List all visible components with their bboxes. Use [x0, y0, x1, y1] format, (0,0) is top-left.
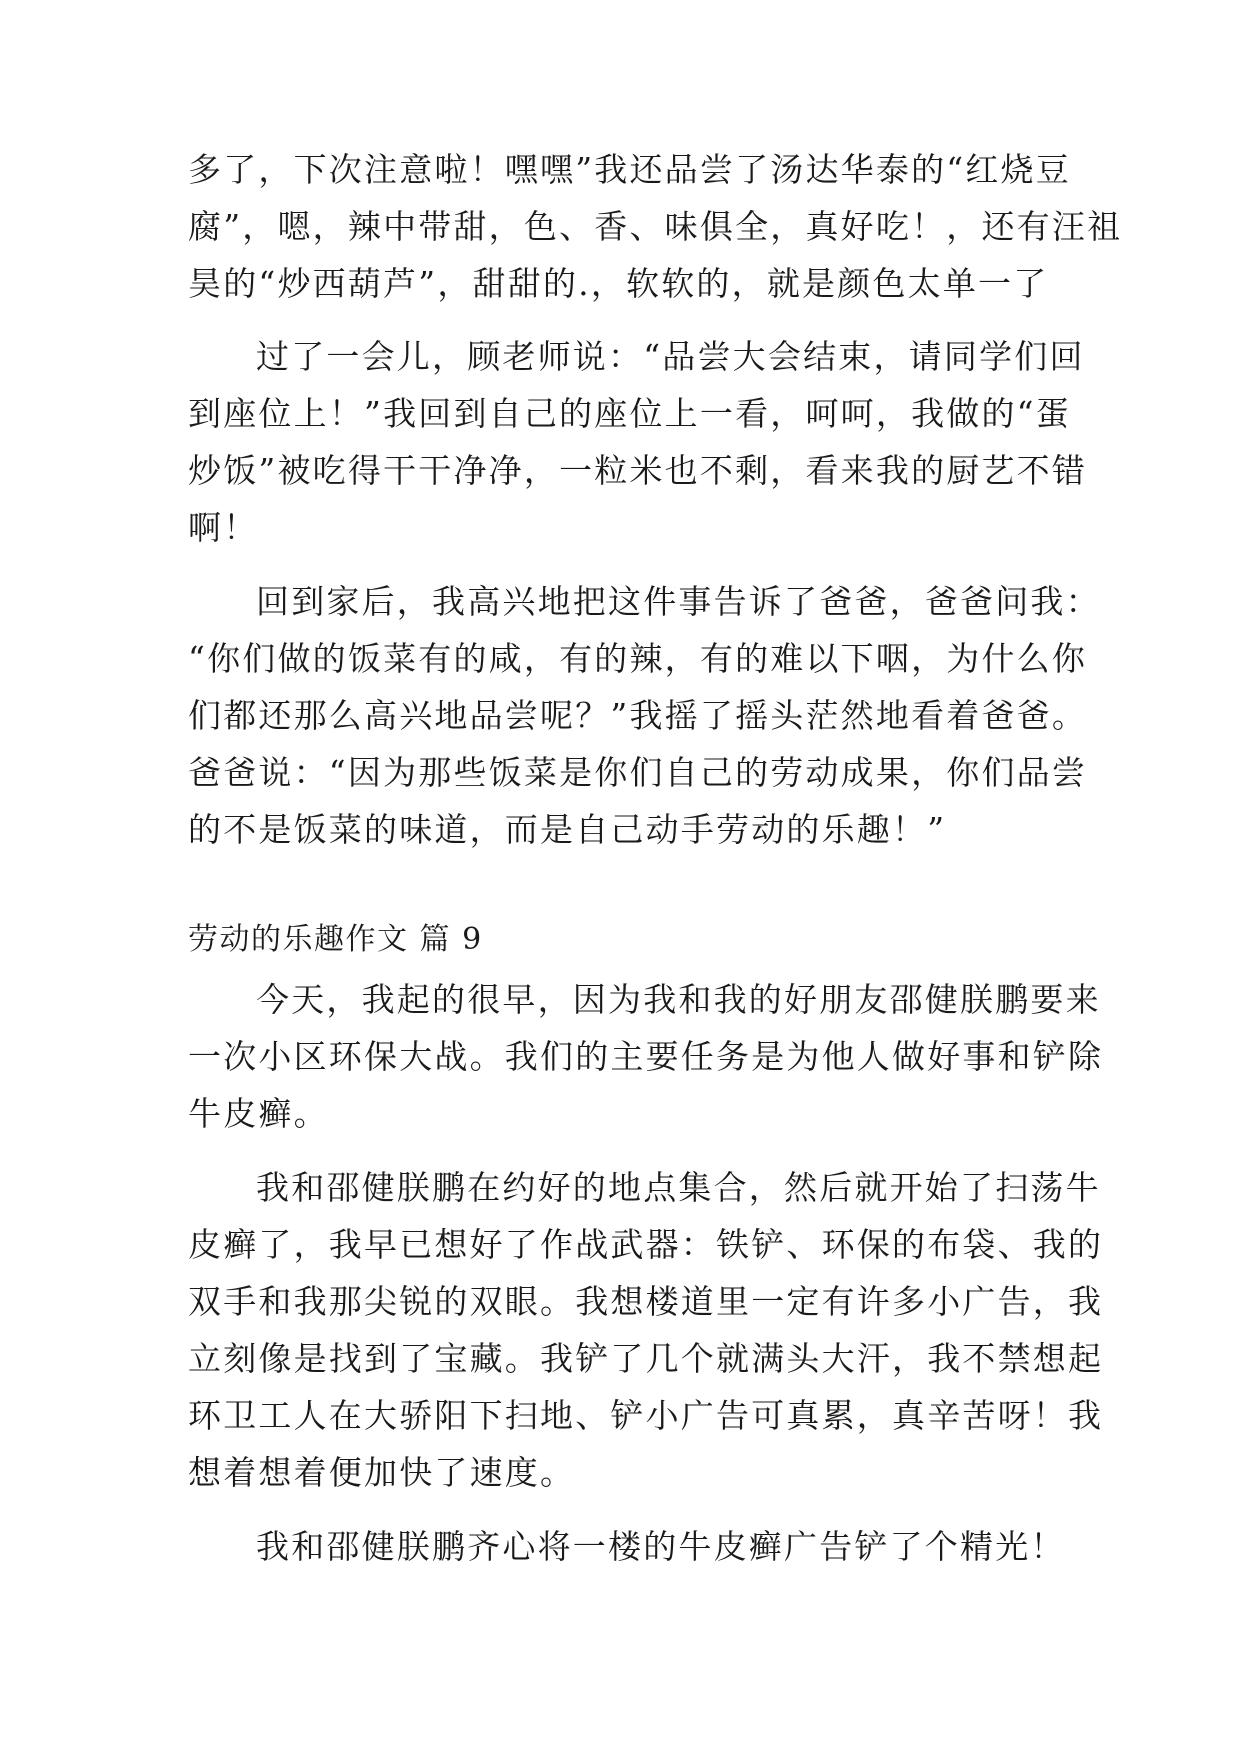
paragraph-line: 立刻像是找到了宝藏。我铲了几个就满头大汗，我不禁想起	[188, 1339, 1104, 1378]
paragraph-line: 过了一会儿，顾老师说：“品尝大会结束，请同学们回	[256, 337, 1085, 376]
paragraph-line: 皮癣了，我早已想好了作战武器：铁铲、环保的布袋、我的	[188, 1225, 1104, 1264]
paragraph-line: 多了，下次注意啦！嘿嘿”我还品尝了汤达华泰的“红烧豆	[188, 150, 1071, 189]
paragraph-line: 的不是饭菜的味道，而是自己动手劳动的乐趣！”	[188, 810, 947, 849]
paragraph-line: 爸爸说：“因为那些饭菜是你们自己的劳动成果，你们品尝	[188, 753, 1088, 792]
paragraph-line: “你们做的饭菜有的咸，有的辣，有的难以下咽，为什么你	[188, 639, 1088, 678]
section-heading: 劳动的乐趣作文 篇 9	[188, 922, 483, 957]
paragraph-line: 一次小区环保大战。我们的主要任务是为他人做好事和铲除	[188, 1037, 1104, 1076]
paragraph-line: 想着想着便加快了速度。	[188, 1453, 576, 1492]
paragraph-line: 腐”，嗯，辣中带甜，色、香、味俱全，真好吃！，还有汪祖	[188, 207, 1123, 246]
paragraph-line: 们都还那么高兴地品尝呢？”我摇了摇头茫然地看着爸爸。	[188, 696, 1088, 735]
paragraph-line: 双手和我那尖锐的双眼。我想楼道里一定有许多小广告，我	[188, 1282, 1104, 1321]
paragraph-line: 啊！	[188, 508, 259, 547]
paragraph-line: 到座位上！”我回到自己的座位上一看，呵呵，我做的“蛋	[188, 394, 1071, 433]
paragraph-line: 我和邵健朕鹏齐心将一楼的牛皮癣广告铲了个精光！	[256, 1527, 1066, 1566]
paragraph-line: 炒饭”被吃得干干净净，一粒米也不剩，看来我的厨艺不错	[188, 451, 1088, 490]
paragraph-line: 牛皮癣。	[188, 1094, 329, 1133]
paragraph-line: 环卫工人在大骄阳下扫地、铲小广告可真累，真辛苦呀！我	[188, 1396, 1104, 1435]
paragraph-line: 昊的“炒西葫芦”，甜甜的.，软软的，就是颜色太单一了	[188, 264, 1049, 303]
paragraph-line: 我和邵健朕鹏在约好的地点集合，然后就开始了扫荡牛	[256, 1168, 1101, 1207]
paragraph-line: 今天，我起的很早，因为我和我的好朋友邵健朕鹏要来	[256, 980, 1101, 1019]
paragraph-line: 回到家后，我高兴地把这件事告诉了爸爸，爸爸问我：	[256, 582, 1101, 621]
